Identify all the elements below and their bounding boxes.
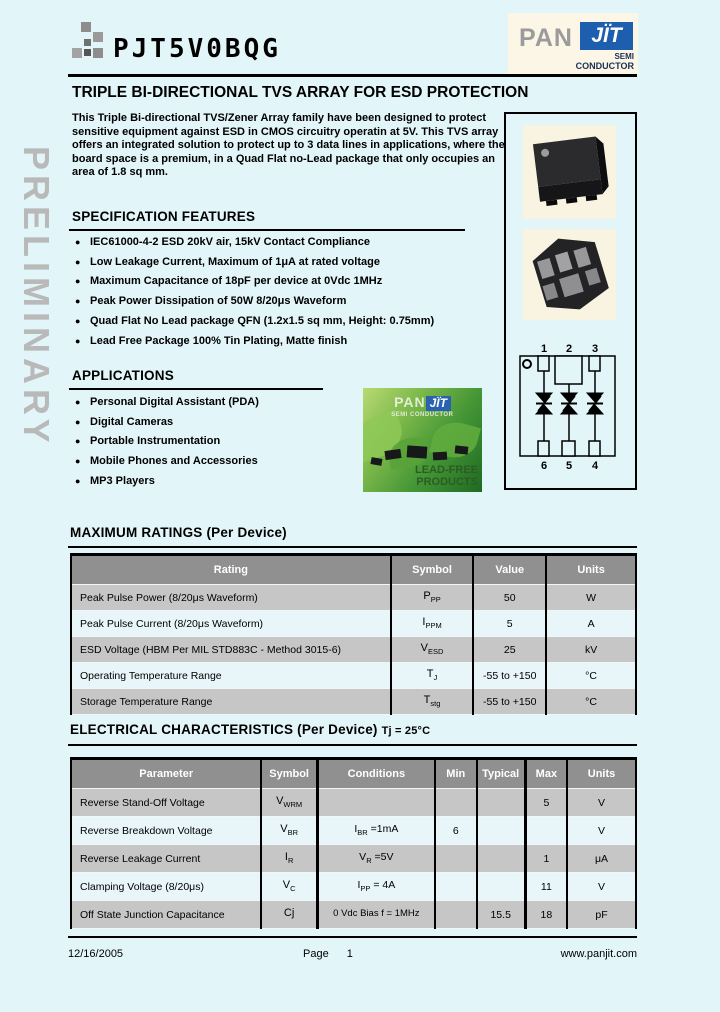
list-item: ● Portable Instrumentation [73,432,259,452]
pin-label-6: 6 [540,460,548,472]
panjit-logo-pan: PAN [519,24,573,52]
bullet-icon: ● [75,475,81,486]
features-list [73,233,434,351]
lead-free-products-label: LEAD-FREE PRODUCTS [415,464,478,488]
chip-shape [455,445,469,454]
bullet-icon: ● [75,397,81,407]
pin-configuration-diagram [512,340,628,472]
footer-date: 12/16/2005 [68,948,124,960]
table-row: Reverse Leakage Current $I_R$ $V_R =5V$ 1 μA [71,845,636,873]
table-row: Reverse Stand-Off Voltage $V_{WRM}$ 5 V [71,789,636,817]
lead-free-product-image [363,388,482,492]
panjit-logo-semi: SEMI [614,52,634,61]
table-row: Operating Temperature Range $T_J$ -55 to +150 °C [71,663,636,689]
chip-shape [370,457,382,466]
bullet-icon: ● [75,276,81,287]
package-images-box [504,112,637,490]
electrical-heading: ELECTRICAL CHARACTERISTICS (Per Device) Tj = 25°C [70,722,431,737]
applications-heading: APPLICATIONS [72,368,174,383]
electrical-underline [68,744,637,746]
pin-label-2: 2 [565,343,573,355]
bullet-icon: ● [75,296,81,307]
electrical-heading-note: Tj = 25°C [381,725,431,737]
electrical-table [70,757,637,929]
pin-label-1: 1 [540,343,548,355]
list-item: ● MP3 Players [73,472,259,492]
table-row: Storage Temperature Range $T_{stg}$ -55 to +150 °C [71,689,636,715]
package-top-view-image [523,125,616,219]
list-item: ● Digital Cameras [73,413,259,433]
features-heading: SPECIFICATION FEATURES [72,209,256,224]
table-header-row: Rating Symbol Value Units [71,555,636,585]
list-item: ● IEC61000-4-2 ESD 20kV air, 15kV Contact Compliance [73,233,434,253]
preliminary-watermark: PRELIMINARY [16,146,57,448]
applications-underline [69,388,323,390]
bullet-icon: ● [75,335,81,346]
header-divider [68,74,637,77]
chip-shape [433,452,447,461]
list-item: ● Quad Flat No Lead package QFN (1.2x1.5 sq mm, Height: 0.75mm) [73,312,434,332]
panjit-logo-jit: JÏT [580,22,633,50]
table-row: ESD Voltage (HBM Per MIL STD883C - Method 3015-6) $V_{ESD}$ 25 kV [71,637,636,663]
document-title: TRIPLE BI-DIRECTIONAL TVS ARRAY FOR ESD PROTECTION [72,84,529,101]
table-row: Reverse Breakdown Voltage $V_{BR}$ $I_{BR} =1mA$ 6 V [71,817,636,845]
package-bottom-view-image [523,229,616,320]
part-squares-logo-icon [70,20,116,60]
list-item: ● Personal Digital Assistant (PDA) [73,393,259,413]
part-number: PJT5V0BQG [113,34,281,64]
list-item: ● Lead Free Package 100% Tin Plating, Matte finish [73,332,434,352]
list-item: ● Mobile Phones and Accessories [73,452,259,472]
table-row: Clamping Voltage (8/20μs) $V_C$ $I_{PP} = 4A$ 11 V [71,873,636,901]
bullet-icon: ● [75,256,81,267]
panjit-logo [508,13,638,74]
bullet-icon: ● [75,436,81,447]
table-row: Peak Pulse Current (8/20μs Waveform) $I_{PPM}$ 5 A [71,611,636,637]
bullet-icon: ● [75,416,81,427]
applications-list [73,393,259,492]
max-ratings-table [70,553,637,715]
bullet-icon: ● [75,315,81,326]
max-ratings-underline [68,546,637,548]
features-underline [69,229,465,231]
list-item: ● Peak Power Dissipation of 50W 8/20μs Waveform [73,292,434,312]
semi-conductor-overlay: SEMI CONDUCTOR [391,412,454,418]
pin-label-4: 4 [591,460,599,472]
panjit-logo-overlay: PAN JÏT [363,394,482,412]
table-row: Peak Pulse Power (8/20μs Waveform) $P_{PP}$ 50 W [71,585,636,611]
table-header-row: Parameter Symbol Conditions Min Typical Max Units [71,759,636,789]
description-paragraph: This Triple Bi-directional TVS/Zener Array family have been designed to protect sensitive equipment against ESD in CMOS circuitry operatin at 5V. This TVS array offers an integrated solution to protect up to 3 data lines in applications, where the board space is a premium, in a Quad Flat no-Lead package that only occupies an area of 1.8 sq mm. [72,112,505,178]
bullet-icon: ● [75,456,81,467]
table-row: Off State Junction Capacitance Cj 0 Vdc Bias f = 1MHz 15.5 18 pF [71,901,636,929]
list-item: ● Low Leakage Current, Maximum of 1μA at rated voltage [73,253,434,273]
footer-page-number: 1 [346,948,353,960]
pin-label-3: 3 [591,343,599,355]
footer-website: www.panjit.com [560,948,637,960]
bullet-icon: ● [75,237,81,247]
list-item: ● Maximum Capacitance of 18pF per device at 0Vdc 1MHz [73,272,434,292]
pin-label-5: 5 [565,460,573,472]
max-ratings-heading: MAXIMUM RATINGS (Per Device) [70,525,287,540]
footer-page: Page 1 [303,948,353,960]
panjit-logo-conductor: CONDUCTOR [575,61,634,71]
chip-shape [407,445,428,458]
footer-divider [68,936,637,938]
